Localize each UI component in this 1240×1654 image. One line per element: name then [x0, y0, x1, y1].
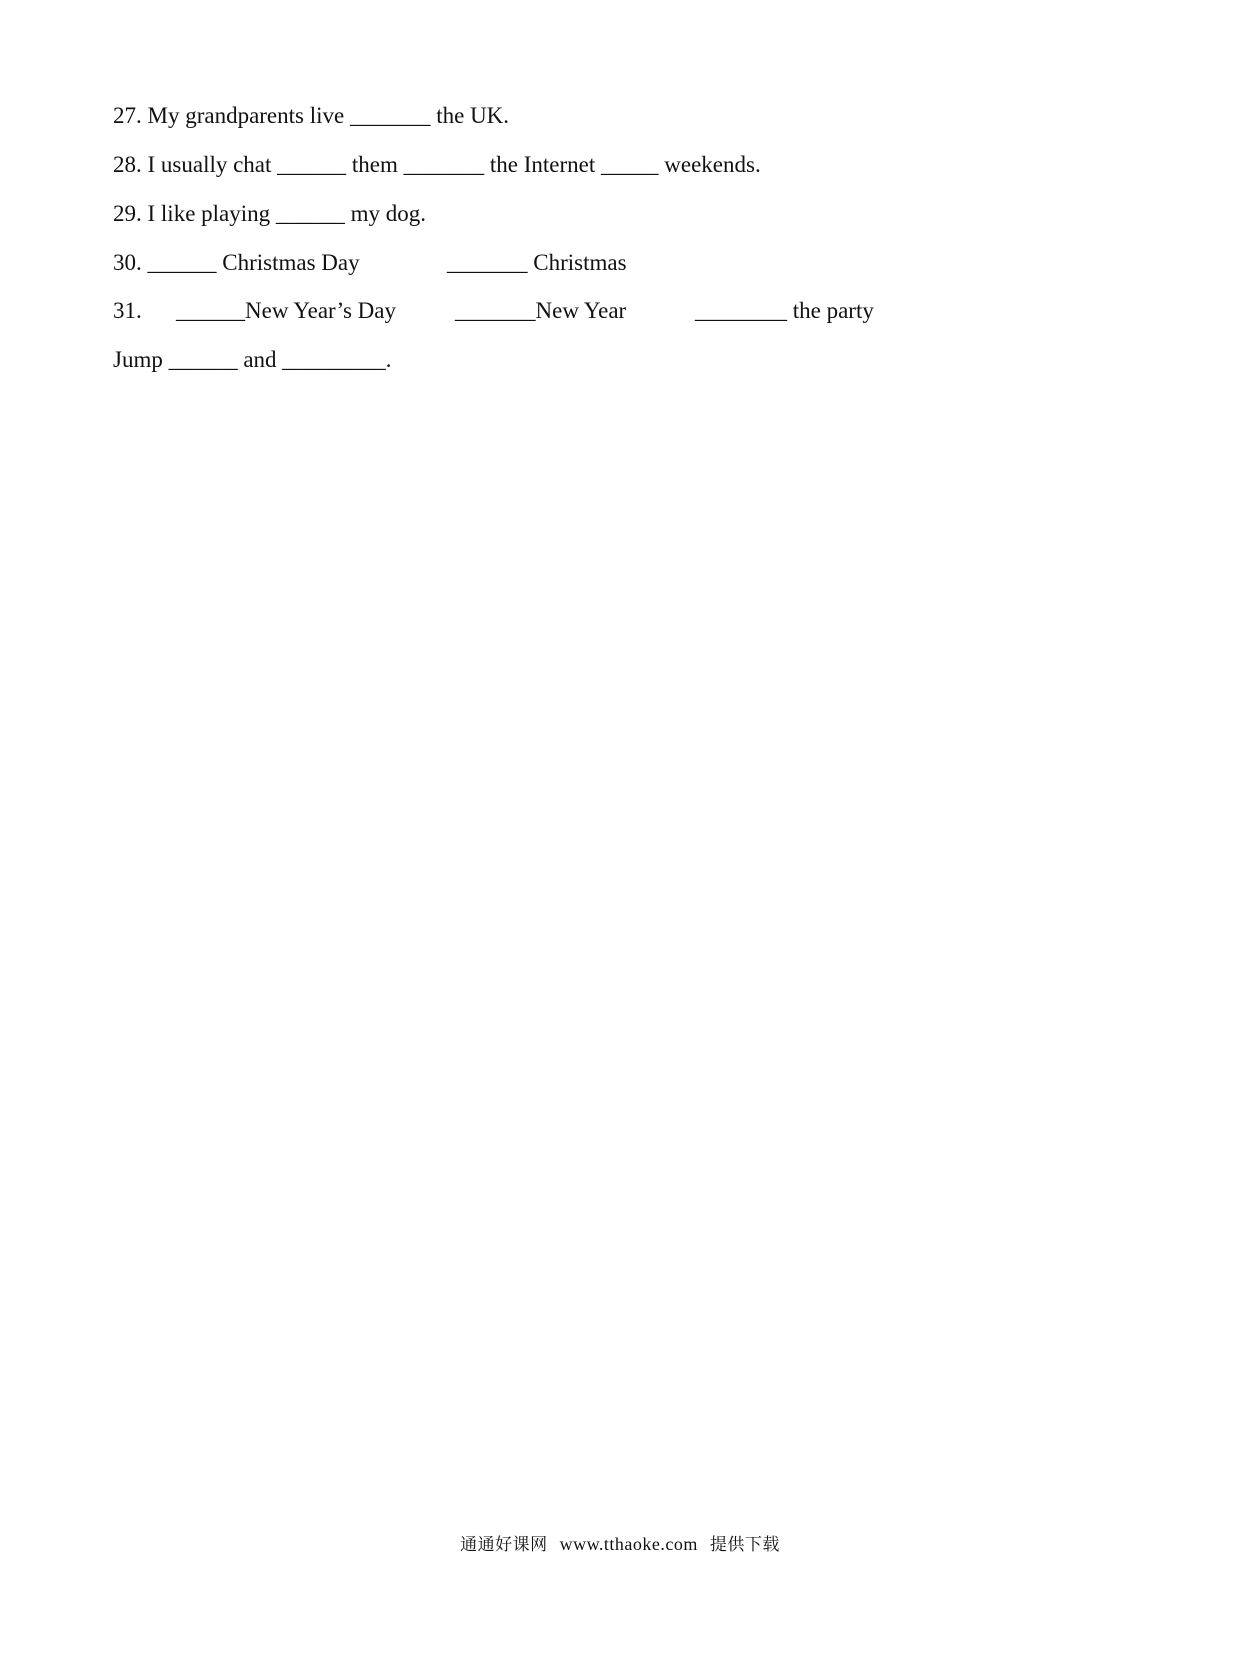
footer-site-name: 通通好课网 — [460, 1535, 548, 1555]
question-30-part-a: 30. ______ Christmas Day — [113, 250, 360, 275]
page-footer — [0, 1530, 1240, 1555]
question-30-part-b: _______ Christmas — [447, 250, 627, 275]
question-31-part-a: ______New Year’s Day — [176, 298, 396, 323]
question-31-number: 31. — [113, 298, 142, 323]
footer-note: 提供下载 — [709, 1535, 780, 1555]
question-29: 29. I like playing ______ my dog. — [113, 201, 427, 226]
question-27: 27. My grandparents live _______ the UK. — [113, 103, 510, 128]
footer-url: www.tthaoke.com — [559, 1534, 698, 1554]
question-31-part-c: ________ the party — [695, 298, 874, 323]
question-jump: Jump ______ and _________. — [113, 347, 392, 372]
question-31-part-b: _______New Year — [455, 298, 627, 323]
question-28: 28. I usually chat ______ them _______ the Internet _____ weekends. — [113, 152, 761, 177]
